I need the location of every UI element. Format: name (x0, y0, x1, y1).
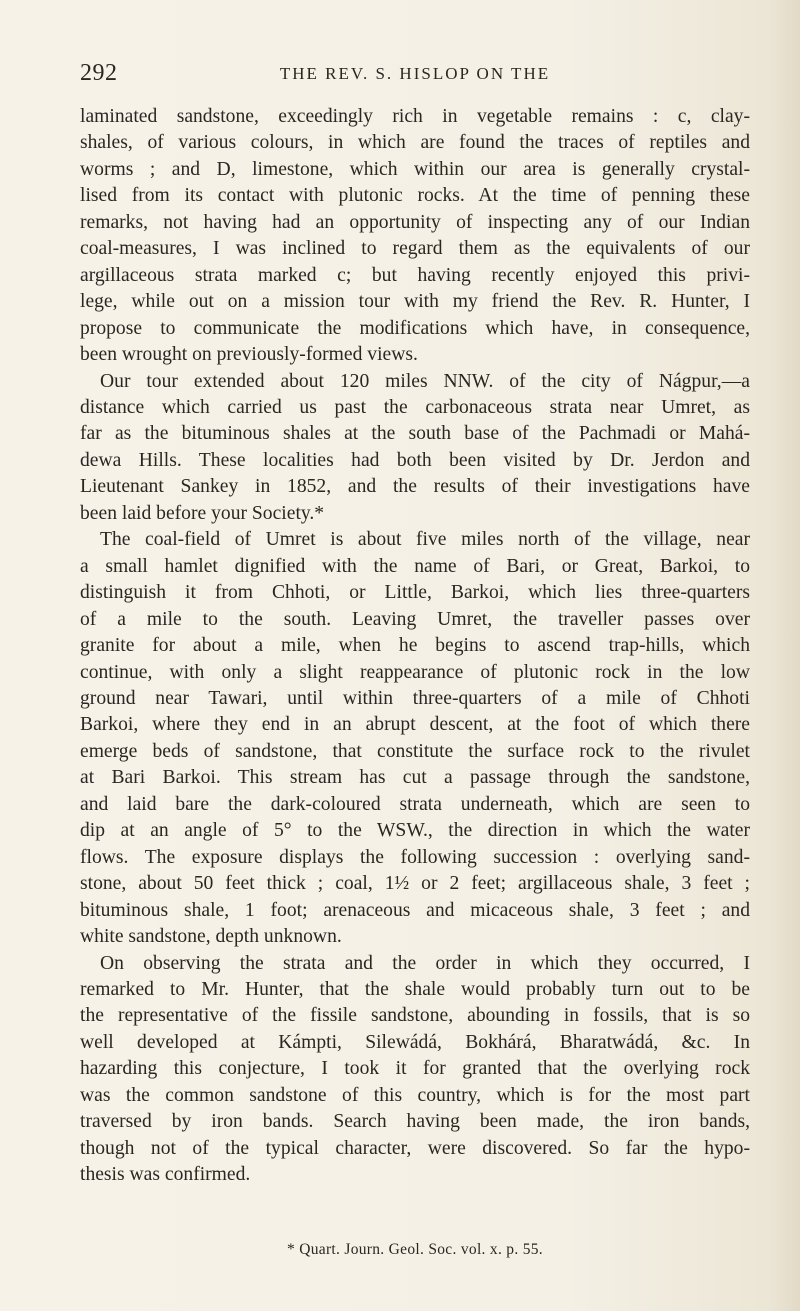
text-line: traversed by iron bands. Search having been made, the iron bands, (80, 1111, 750, 1133)
text-line: Barkoi, where they end in an abrupt descent, at the foot of which there (80, 714, 750, 736)
text-line: The coal-field of Umret is about five miles north of the village, near (100, 529, 750, 551)
running-header (80, 60, 750, 90)
footnote: * Quart. Journ. Geol. Soc. vol. x. p. 55. (287, 1241, 543, 1258)
text-line: flows. The exposure displays the following succession : overlying sand- (80, 846, 750, 868)
text-line: shales, of various colours, in which are found the traces of reptiles and (80, 132, 750, 154)
text-line: a small hamlet dignified with the name of Bari, or Great, Barkoi, to (80, 555, 750, 577)
text-line: Our tour extended about 120 miles NNW. of the city of Nágpur,—a (100, 370, 750, 392)
text-line: been laid before your Society.* (80, 502, 325, 524)
text-line: the representative of the fissile sandstone, abounding in fossils, that is so (80, 1005, 750, 1027)
text-line: remarked to Mr. Hunter, that the shale would probably turn out to be (80, 978, 750, 1000)
text-line: ground near Tawari, until within three-quarters of a mile of Chhoti (80, 687, 750, 709)
text-line: lege, while out on a mission tour with my friend the Rev. R. Hunter, I (80, 291, 750, 313)
text-line: propose to communicate the modifications which have, in consequence, (80, 317, 750, 339)
text-line: white sandstone, depth unknown. (80, 926, 342, 948)
text-line: of a mile to the south. Leaving Umret, the traveller passes over (80, 608, 750, 630)
text-line: distinguish it from Chhoti, or Little, Barkoi, which lies three-quarters (80, 582, 750, 604)
body-text (80, 104, 750, 1189)
text-line: laminated sandstone, exceedingly rich in vegetable remains : c, clay- (80, 106, 750, 127)
text-line: continue, with only a slight reappearance of plutonic rock in the low (80, 661, 750, 683)
text-line: Lieutenant Sankey in 1852, and the results of their investigations have (80, 476, 750, 498)
text-line: On observing the strata and the order in which they occurred, I (100, 952, 750, 974)
text-line: dip at an angle of 5° to the WSW., the direction in which the water (80, 820, 750, 842)
text-line: lised from its contact with plutonic rocks. At the time of penning these (80, 185, 750, 207)
text-line: stone, about 50 feet thick ; coal, 1½ or 2 feet; argillaceous shale, 3 feet ; (80, 873, 750, 895)
text-line: granite for about a mile, when he begins to ascend trap-hills, which (80, 635, 750, 657)
text-line: worms ; and D, limestone, which within our area is generally crystal- (80, 158, 750, 180)
text-line: argillaceous strata marked c; but having recently enjoyed this privi- (80, 264, 750, 286)
text-line: at Bari Barkoi. This stream has cut a passage through the sandstone, (80, 767, 750, 789)
text-line: though not of the typical character, were discovered. So far the hypo- (80, 1137, 750, 1159)
text-line: hazarding this conjecture, I took it for granted that the overlying rock (80, 1058, 750, 1080)
text-line: well developed at Kámpti, Silewádá, Bokhárá, Bharatwádá, &c. In (80, 1031, 750, 1053)
text-line: distance which carried us past the carbonaceous strata near Umret, as (80, 396, 750, 418)
page-number: 292 (80, 60, 118, 86)
text-line: far as the bituminous shales at the south base of the Pachmadi or Mahá- (80, 423, 750, 445)
text-line: coal-measures, I was inclined to regard them as the equivalents of our (80, 238, 750, 260)
running-title: THE REV. S. HISLOP ON THE (279, 64, 551, 83)
text-line: and laid bare the dark-coloured strata underneath, which are seen to (80, 793, 750, 815)
text-line: bituminous shale, 1 foot; arenaceous and micaceous shale, 3 feet ; and (80, 899, 750, 921)
text-line: dewa Hills. These localities had both been visited by Dr. Jerdon and (80, 449, 750, 471)
text-line: thesis was confirmed. (80, 1164, 251, 1186)
text-line: emerge beds of sandstone, that constitute the surface rock to the rivulet (80, 740, 750, 762)
text-line: was the common sandstone of this country, which is for the most part (80, 1084, 750, 1106)
text-line: been wrought on previously-formed views. (80, 344, 418, 366)
text-line: remarks, not having had an opportunity of inspecting any of our Indian (80, 211, 750, 233)
